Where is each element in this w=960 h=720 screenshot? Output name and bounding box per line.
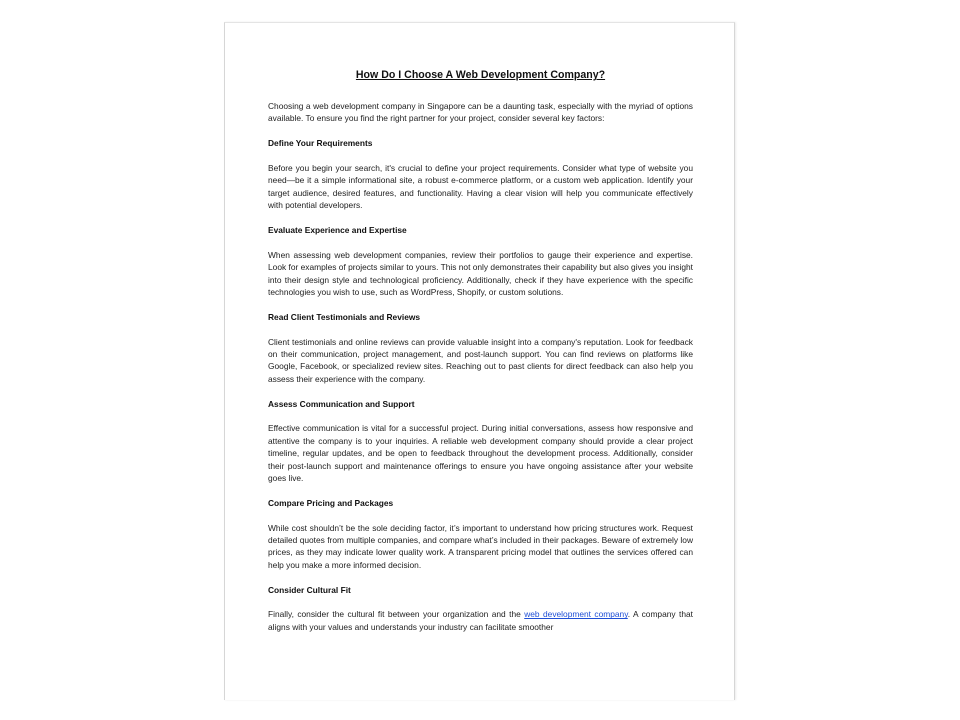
section-heading-communication: Assess Communication and Support — [268, 398, 415, 409]
cultural-fit-text-end: . A company that aligns with your values and understands your industry can facilitate smoother — [268, 609, 693, 632]
web-development-company-link[interactable]: web development company — [524, 609, 628, 620]
section-body-pricing: While cost shouldn’t be the sole deciding factor, it’s important to understand how pricing structures work. Request detailed quotes from multiple companies, and compare what’s included in their packages. Beware of extremely low prices, as they may indicate lower quality work. A transparent pricing model that outlines the services offered can help you make a more informed decision. — [268, 522, 693, 570]
document-title: How Do I Choose A Web Development Company? — [355, 69, 606, 81]
section-body-testimonials: Client testimonials and online reviews can provide valuable insight into a company's reputation. Look for feedback on their communication, project management, and post-launch support. You can find reviews on platforms like Google, Facebook, or specialized review sites. Reaching out to past clients for direct feedback can also help you assess their experience with the company. — [268, 336, 693, 384]
section-body-communication: Effective communication is vital for a successful project. During initial conversations, assess how responsive and attentive the company is to your inquiries. A reliable web development company should provide a clear project timeline, regular updates, and be open to feedback throughout the development process. Additionally, consider their post-launch support and maintenance offerings to ensure you have ongoing assistance after your website goes live. — [268, 423, 693, 484]
section-heading-requirements: Define Your Requirements — [268, 138, 373, 149]
section-heading-experience: Evaluate Experience and Expertise — [268, 225, 407, 236]
document-page — [224, 22, 735, 700]
section-heading-testimonials: Read Client Testimonials and Reviews — [268, 311, 421, 322]
cultural-fit-text-start: Finally, consider the cultural fit between your organization and the — [268, 609, 525, 620]
section-body-cultural-fit — [268, 608, 693, 633]
intro-paragraph: Choosing a web development company in Singapore can be a daunting task, especially with the myriad of options available. To ensure you find the right partner for your project, consider several key factors: — [268, 101, 693, 124]
section-heading-pricing: Compare Pricing and Packages — [268, 497, 394, 508]
section-body-requirements: Before you begin your search, it's crucial to define your project requirements. Consider what type of website you need—be it a simple informational site, a robust e-commerce platform, or a custom web application. Identify your target audience, desired features, and functionality. Having a clear vision will help you communicate effectively with potential developers. — [268, 163, 693, 211]
section-heading-cultural-fit: Consider Cultural Fit — [268, 584, 351, 595]
document-content — [268, 68, 693, 646]
section-body-experience: When assessing web development companies, review their portfolios to gauge their experience and expertise. Look for examples of projects similar to yours. This not only demonstrates their capability but also gives you insight into their design style and technological proficiency. Additionally, check if they have experience with the specific technologies you wish to use, such as WordPress, Shopify, or custom solutions. — [268, 249, 693, 298]
